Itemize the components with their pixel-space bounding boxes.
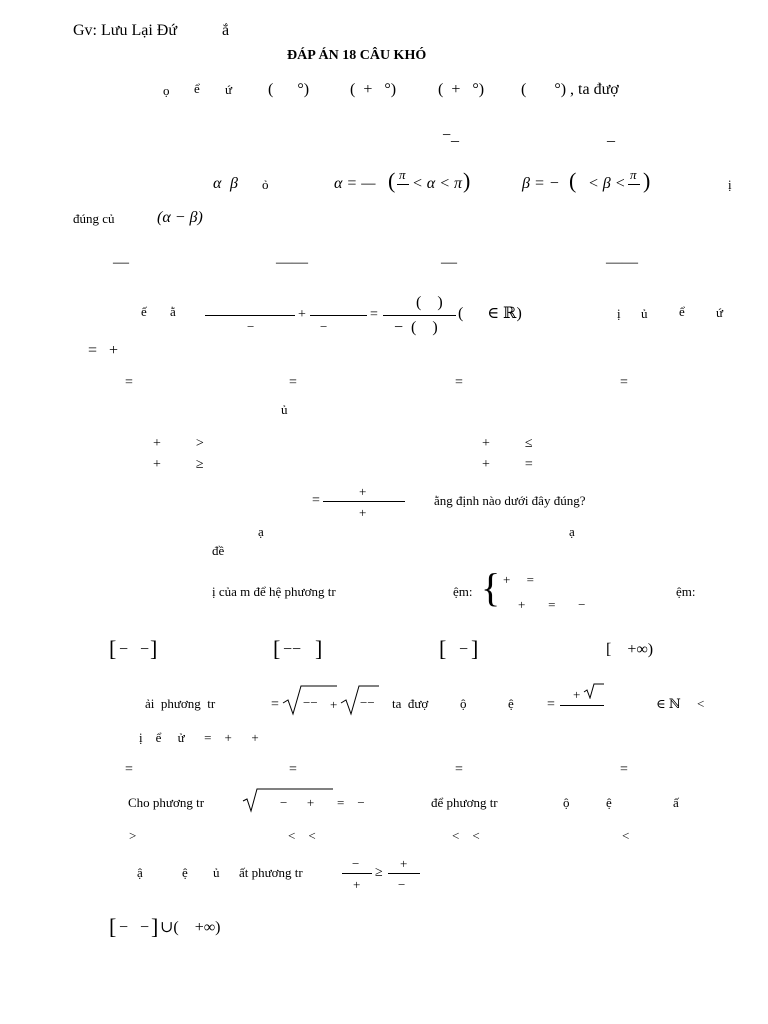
q8-question-text: Cho phương tr: [128, 795, 205, 810]
q6-answer-a: − −: [119, 641, 150, 658]
q5-option-b-fragment: ạ: [569, 524, 575, 539]
q7-numerator: +: [573, 687, 581, 702]
q6-answer-a-close-bracket: ]: [150, 636, 158, 661]
q3-fragment-5: ể: [679, 304, 685, 319]
q6-answer-d: [ +∞): [606, 641, 654, 658]
q4-answer-d: + =: [482, 457, 533, 472]
q7-fraction-bar: [560, 705, 604, 706]
q1-fragment-2: ể: [194, 81, 200, 96]
q5-denominator: +: [359, 505, 367, 520]
q6-answer-c: −: [459, 641, 469, 658]
q4-answer-a: + >: [153, 436, 204, 451]
q2-alpha-range: < α < π: [412, 175, 463, 192]
q6-answer-b: −−: [283, 641, 302, 658]
q7-answer-b: =: [289, 762, 297, 777]
q2-answer-d: ——: [606, 254, 638, 271]
q7-radicand-1: −−: [303, 695, 318, 710]
q3-fragment-4: ủ: [641, 306, 648, 321]
author-fragment: ắ: [222, 22, 230, 39]
q6-answer-a-open-bracket: [: [109, 636, 117, 661]
q8-fragment-3: ấ: [673, 795, 679, 810]
q3-answer-b: =: [289, 375, 297, 390]
q3-fragment-3: ị: [617, 306, 621, 321]
q1-answer-mark-2: _: [607, 127, 615, 144]
q2-pi-label-1: π: [399, 167, 406, 182]
q3-answer-a: =: [125, 375, 133, 390]
q6-answer-b-close-bracket: ]: [315, 636, 323, 661]
q5-question-text: ằng định nào dưới đây đúng?: [434, 493, 586, 508]
q3-numerator: ( ): [416, 294, 443, 311]
q6-answer-b-open-bracket: [: [273, 636, 281, 661]
q3-condition: ( ∈ ℝ): [458, 305, 522, 322]
q3-substitution: = +: [88, 342, 119, 359]
q4-fragment: ủ: [281, 402, 288, 417]
q2-beta-range-open-paren: (: [569, 168, 577, 193]
q2-fraction-bar-1: [397, 184, 409, 185]
q9-fragment-1: ậ: [137, 865, 143, 880]
q7-equals-sign: =: [271, 697, 279, 712]
q3-denominator-3: − ( ): [394, 319, 438, 336]
author-label: Gv: Lưu Lại Đứ: [73, 22, 177, 39]
q8-fragment-2: ệ: [606, 795, 612, 810]
q8-answer-a: >: [129, 828, 137, 843]
q2-alpha-range-open-paren: (: [388, 168, 396, 193]
q3-denominator-2: −: [320, 319, 328, 334]
q7-second-line: ị ể ử = + +: [139, 730, 259, 745]
q2-answer-a: —: [113, 254, 129, 271]
q6-system-brace: {: [481, 565, 501, 610]
q6-answer-c-close-bracket: ]: [471, 636, 479, 661]
q8-answer-b: < <: [288, 828, 316, 843]
q3-answer-d: =: [620, 375, 628, 390]
q6-answer-c-open-bracket: [: [439, 636, 447, 661]
q4-answer-b: + ≤: [482, 436, 533, 451]
q1-term-4: ( °) , ta đượ: [521, 81, 619, 98]
q7-answer-d: =: [620, 762, 628, 777]
q3-fraction-bar-3: [383, 315, 456, 316]
q7-answer-a: =: [125, 762, 133, 777]
q2-fragment: ỏ: [262, 177, 269, 192]
q2-tail-fragment: ị: [728, 177, 732, 192]
q2-alpha-symbol: α: [213, 175, 222, 192]
q7-numerator-radical: [583, 683, 605, 699]
q6-question-text: ị của m để hệ phương tr: [212, 584, 336, 599]
q7-condition: ∈ ℕ <: [656, 696, 705, 711]
q1-fragment-1: ọ: [163, 83, 170, 98]
q8-answer-d: <: [622, 828, 630, 843]
q8-mid-text: để phương tr: [431, 795, 498, 810]
q2-alpha-equation: α = —: [334, 175, 376, 192]
q9-numerator-2: +: [400, 856, 408, 871]
q3-answer-c: =: [455, 375, 463, 390]
q9-answer-union: ∪( +∞): [160, 919, 221, 936]
q3-fragment-6: ứ: [716, 305, 724, 320]
q9-question-text: ất phương tr: [239, 865, 303, 880]
q7-mid-text: ta đượ: [392, 696, 429, 711]
q3-fragment-2: ằ: [170, 304, 176, 319]
q9-answer-open-bracket: [: [109, 914, 117, 939]
page-title: ĐÁP ÁN 18 CÂU KHÓ: [287, 48, 427, 63]
q9-fragment-3: ủ: [213, 865, 220, 880]
q3-denominator-1: −: [247, 319, 255, 334]
q9-answer-close-bracket: ]: [151, 914, 159, 939]
q5-fraction-bar: [323, 501, 405, 502]
q5-numerator: +: [359, 484, 367, 499]
q6-system-eq-2: + = −: [518, 597, 586, 612]
q6-mid-text: ệm:: [453, 584, 473, 599]
q2-beta-symbol: β: [230, 175, 238, 192]
q9-denominator-1: +: [353, 877, 361, 892]
q9-denominator-2: −: [398, 877, 406, 892]
q3-fraction-bar-2: [310, 315, 367, 316]
q7-answer-c: =: [455, 762, 463, 777]
q2-beta-range-close-paren: ): [643, 168, 651, 193]
q5-line-fragment: đề: [212, 543, 225, 558]
q2-answer-c: —: [441, 254, 457, 271]
q8-fragment-1: ộ: [563, 795, 570, 810]
q8-answer-c: < <: [452, 828, 480, 843]
q7-question-text: ải phương tr: [145, 696, 216, 711]
q3-fraction-bar-1: [205, 315, 295, 316]
q7-equals-sign-2: =: [547, 697, 555, 712]
q1-term-1: ( °): [268, 81, 310, 98]
q9-fraction-bar-2: [388, 873, 420, 874]
q1-answer-mark-1: −_: [442, 127, 460, 144]
q5-equals-sign: =: [312, 493, 320, 508]
q2-beta-equation: β = −: [522, 175, 560, 192]
q2-fraction-bar-2: [628, 184, 640, 185]
q9-numerator-1: −: [352, 856, 360, 871]
q7-plus-sign: +: [330, 697, 338, 712]
q2-expression: (α − β): [157, 209, 203, 226]
q9-answer-interval: − −: [119, 919, 150, 936]
q5-option-a-fragment: ạ: [258, 524, 264, 539]
q2-alpha-range-close-paren: ): [463, 168, 471, 193]
q2-question-line: đúng củ: [73, 211, 115, 226]
q6-tail-text: ệm:: [676, 584, 696, 599]
q3-equals-sign: =: [370, 307, 378, 322]
q7-fragment-1: ộ: [460, 696, 467, 711]
q2-pi-label-2: π: [630, 167, 637, 182]
q2-beta-range: < β <: [588, 175, 626, 192]
q6-system-eq-1: + =: [503, 572, 534, 587]
q1-term-3: ( + °): [438, 81, 485, 98]
q8-radicand: − +: [280, 795, 315, 810]
q9-fragment-2: ệ: [182, 865, 188, 880]
q1-term-2: ( + °): [350, 81, 397, 98]
q1-fragment-3: ứ: [225, 82, 233, 97]
q9-fraction-bar-1: [342, 873, 372, 874]
q3-plus-sign: +: [298, 307, 306, 322]
q9-inequality-sign: ≥: [375, 865, 383, 880]
q4-answer-c: + ≥: [153, 457, 204, 472]
q7-radicand-2: −−: [360, 695, 375, 710]
q3-fragment-1: ế: [141, 304, 147, 319]
q2-answer-b: ——: [276, 254, 308, 271]
q7-fragment-2: ệ: [508, 696, 514, 711]
q8-right-side: = −: [337, 795, 365, 810]
